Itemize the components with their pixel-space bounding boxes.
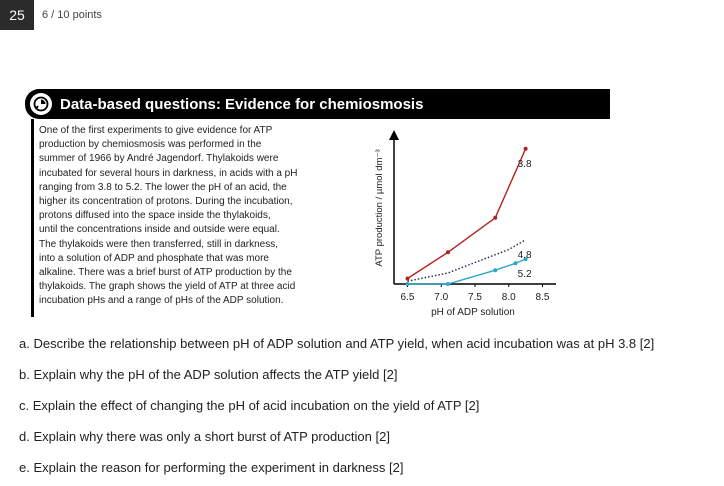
series-label: 4.8 [517,249,532,261]
question-e: e. Explain the reason for performing the experiment in darkness [2] [19,460,404,475]
data-point [406,276,410,280]
x-axis-label: pH of ADP solution [431,307,515,318]
passage-line: summer of 1966 by André Jagendorf. Thylakoids were [39,153,279,165]
x-tick-label: 7.0 [434,292,449,303]
series-line-4.8 [408,240,526,281]
passage-line: ranging from 3.8 to 5.2. The lower the pH of an acid, the [39,181,287,193]
x-tick-label: 8.0 [501,292,516,303]
data-point [493,216,497,220]
question-bubble-icon [30,93,52,115]
question-number: 25 [0,0,34,30]
passage-line: until the concentrations inside and outside were equal. [39,224,280,236]
atp-yield-chart [368,126,578,321]
data-point [446,282,450,286]
data-point [524,147,528,151]
series-label: 3.8 [517,158,532,170]
y-axis-arrow [389,130,399,140]
passage-line: The thylakoids were then transferred, still in darkness, [39,238,278,250]
question-c: c. Explain the effect of changing the pH of acid incubation on the yield of ATP [2] [19,398,480,413]
x-tick-label: 7.5 [468,292,482,303]
data-point [493,268,497,272]
series-label: 5.2 [517,269,532,281]
series-line-3.8 [408,149,526,279]
passage-line: higher its concentration of protons. During the incubation, [39,196,293,208]
question-d: d. Explain why there was only a short burst of ATP production [2] [19,429,390,444]
passage-text [39,124,329,309]
passage-line: One of the first experiments to give evidence for ATP [39,125,273,136]
question-b: b. Explain why the pH of the ADP solution affects the ATP yield [2] [19,367,398,382]
data-point [514,261,518,265]
passage-line: incubated for several hours in darkness, in acids with a pH [39,167,298,179]
passage-line: production by chemiosmosis was performed in the [39,139,262,151]
question-a: a. Describe the relationship between pH of ADP solution and ATP yield, when acid incubation was at pH 3.8 [2] [19,336,655,351]
x-tick-label: 8.5 [535,292,550,303]
passage-line: incubation pHs and a range of pHs of the ADP solution. [39,295,284,307]
passage-line: thylakoids. The graph shows the yield of ATP at three acid [39,281,296,293]
points-score: 6 / 10 points [42,9,102,21]
passage-line: alkaline. There was a brief burst of ATP production by the [39,267,292,279]
chart-axes [389,130,556,284]
passage-line: protons diffused into the space inside the thylakoids, [39,210,271,222]
series-line-5.2 [408,259,526,284]
y-axis-label: ATP production / µmol dm⁻³ [374,149,385,267]
data-point [446,250,450,254]
section-title: Data-based questions: Evidence for chemiosmosis [60,95,424,113]
section-header [25,89,610,119]
passage-line: into a solution of ADP and phosphate that was more [39,252,269,264]
passage-border [31,119,34,317]
x-tick-label: 6.5 [400,292,415,303]
data-point [406,282,410,286]
